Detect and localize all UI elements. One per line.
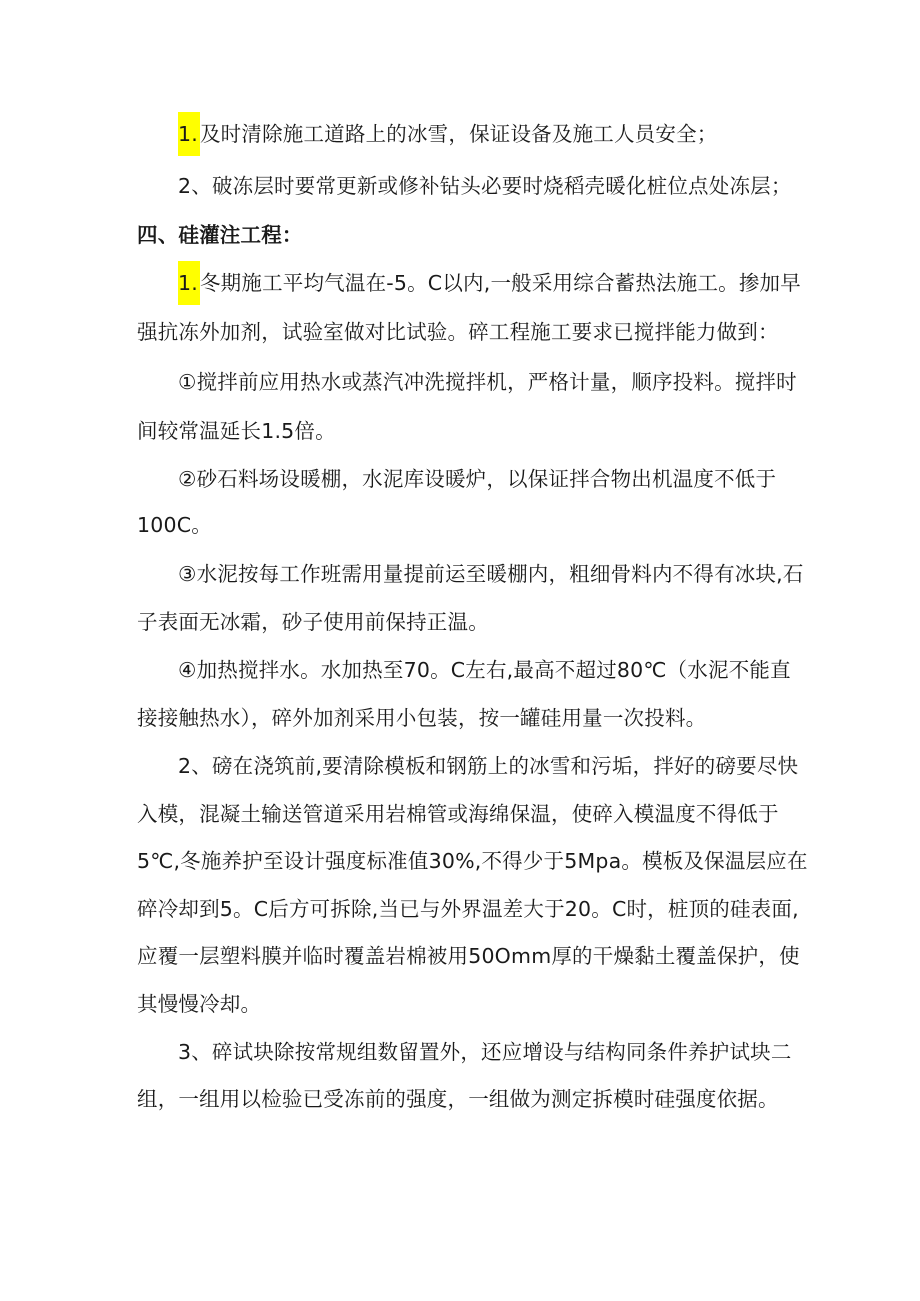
paragraph-text: 及时清除施工道路上的冰雪，保证设备及施工人员安全； (199, 122, 718, 146)
paragraph-text-line: 强抗冻外加剂，试验室做对比试验。碎工程施工要求已搅拌能力做到： (137, 320, 779, 344)
paragraph-text-line: 入模，混凝土输送管道采用岩棉管或海绵保温，使碎入模温度不得低于 (137, 802, 779, 826)
paragraph-item-1b (178, 269, 801, 297)
paragraph-text-line: 应覆一层塑料膜并临时覆盖岩棉被用50Omm厚的干燥黏土覆盖保护，使 (137, 944, 800, 968)
paragraph-text-line: ④加热搅拌水。水加热至70。C左右,最高不超过80℃（水泥不能直 (178, 658, 791, 682)
paragraph-text-line: 5℃,冬施养护至设计强度标准值30%,不得少于5Mpa。模板及保温层应在 (137, 849, 808, 873)
paragraph-text-line: ①搅拌前应用热水或蒸汽冲洗搅拌机，严格计量，顺序投料。搅拌时 (178, 370, 797, 394)
paragraph-text-line: ③水泥按每工作班需用量提前运至暖棚内，粗细骨料内不得有冰块,石 (178, 562, 804, 586)
paragraph-text-line: 间较常温延长1.5倍。 (137, 419, 336, 443)
list-number-highlight: 1. (178, 112, 200, 156)
paragraph-text-line: 子表面无冰霜，砂子使用前保持正温。 (137, 610, 489, 634)
paragraph-text-line: 组，一组用以检验已受冻前的强度，一组做为测定拆模时硅强度依据。 (137, 1087, 779, 1111)
paragraph-text: 冬期施工平均气温在-5。C以内,一般采用综合蓄热法施工。掺加早 (199, 271, 801, 295)
paragraph-text-line: 2、磅在浇筑前,要清除模板和钢筋上的冰雪和污垢，拌好的磅要尽快 (178, 754, 799, 778)
paragraph-item-1 (178, 120, 717, 148)
paragraph-text-line: 3、碎试块除按常规组数留置外，还应增设与结构同条件养护试块二 (178, 1040, 792, 1064)
paragraph-text-line: ②砂石料场设暖棚，水泥库设暖炉，以保证拌合物出机温度不低于 (178, 467, 777, 491)
paragraph-text-line: 接接触热水），碎外加剂采用小包装，按一罐硅用量一次投料。 (137, 706, 707, 730)
paragraph-text-line: 100C。 (137, 513, 212, 537)
section-heading: 四、硅灌注工程： (137, 223, 303, 247)
list-number-highlight: 1. (178, 261, 200, 305)
paragraph-text-line: 碎冷却到5。C后方可拆除,当已与外界温差大于20。C时，桩顶的硅表面, (137, 897, 799, 921)
paragraph-item-2: 2、破冻层时要常更新或修补钻头必要时烧稻壳暖化桩位点处冻层； (178, 174, 792, 198)
paragraph-text-line: 其慢慢冷却。 (137, 992, 262, 1016)
